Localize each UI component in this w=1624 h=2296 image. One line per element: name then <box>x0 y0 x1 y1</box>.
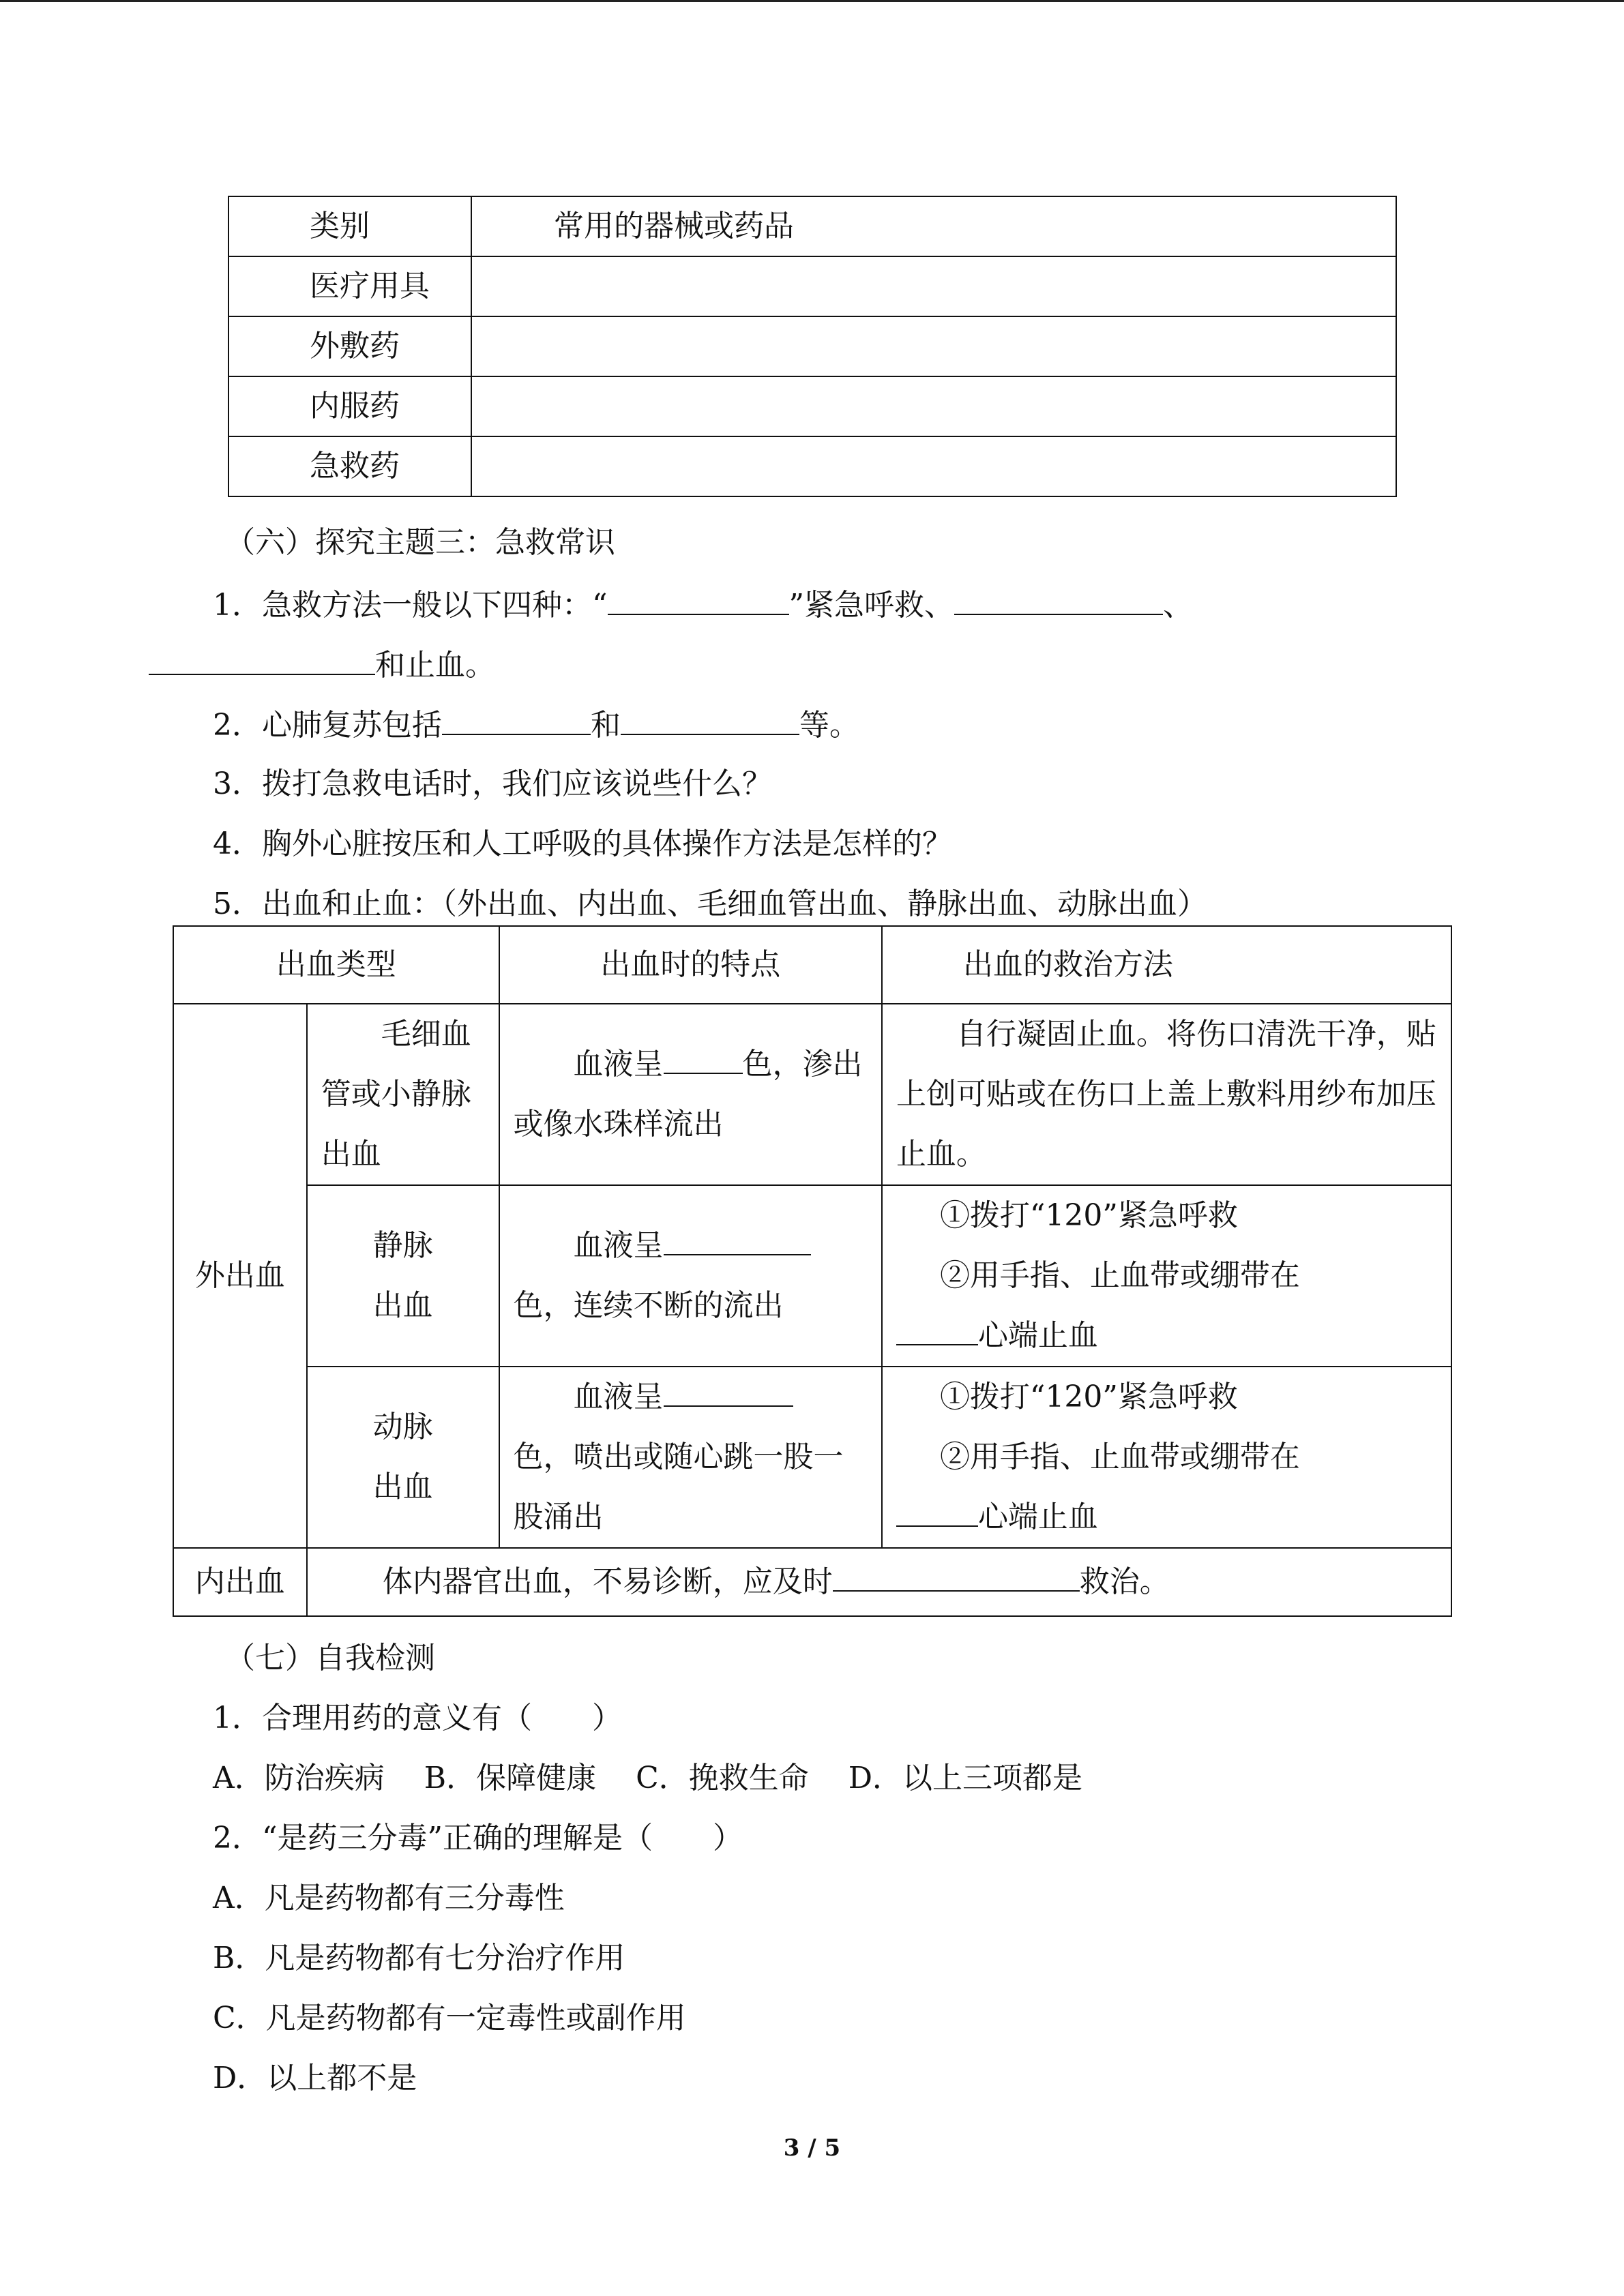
artery-feature: 血液呈 色，喷出或随心跳一股一股涌出 <box>499 1367 882 1548</box>
bleeding-table <box>173 925 1452 1617</box>
blank-field[interactable] <box>664 1043 743 1074</box>
blank-field[interactable] <box>896 1314 978 1345</box>
table-row <box>173 926 1451 1004</box>
page-number: 3 / 5 <box>783 2134 841 2162</box>
capillary-type: 毛细血管或小静脉出血 <box>307 1004 499 1185</box>
section-title: （七）自我检测 <box>225 1641 435 1675</box>
answer-cell[interactable] <box>471 316 1396 376</box>
blank-field[interactable] <box>664 1375 793 1407</box>
row-label: 内服药 <box>228 376 471 436</box>
capillary-feature: 血液呈 色，渗出或像水珠样流出 <box>499 1004 882 1185</box>
question-2: 2．“是药三分毒”正确的理解是（ ） <box>213 1821 743 1855</box>
blank-field[interactable] <box>833 1560 1080 1592</box>
table-row <box>228 376 1396 436</box>
blank-field[interactable] <box>621 704 799 735</box>
blank-field[interactable] <box>442 704 591 735</box>
question-1: 1．急救方法一般以下四种：“ ”紧急呼救、 、 <box>213 584 1193 626</box>
table-row <box>228 256 1396 316</box>
artery-type: 动脉 出血 <box>307 1367 499 1548</box>
header-treatment: 出血的救治方法 <box>882 926 1451 1004</box>
table-row <box>173 1367 1451 1548</box>
answer-cell[interactable] <box>471 436 1396 496</box>
blank-field[interactable] <box>896 1495 978 1527</box>
section-title: （六）探究主题三：急救常识 <box>225 525 615 560</box>
question-4: 4．胸外心脏按压和人工呼吸的具体操作方法是怎样的？ <box>213 826 952 861</box>
blank-field[interactable] <box>608 584 789 615</box>
blank-field[interactable] <box>954 584 1163 615</box>
row-label: 急救药 <box>228 436 471 496</box>
table-header-category: 类别 <box>228 196 471 256</box>
answer-cell[interactable] <box>471 256 1396 316</box>
option-a: A．凡是药物都有三分毒性 <box>213 1881 565 1915</box>
row-label: 外敷药 <box>228 316 471 376</box>
capillary-treatment: 自行凝固止血。将伤口清洗干净，贴上创可贴或在伤口上盖上敷料用纱布加压止血。 <box>882 1004 1451 1185</box>
header-feature: 出血时的特点 <box>499 926 882 1004</box>
option-c: C．凡是药物都有一定毒性或副作用 <box>213 2001 686 2036</box>
internal-bleeding-label: 内出血 <box>173 1548 307 1616</box>
table-row <box>228 196 1396 256</box>
table-row <box>173 1004 1451 1185</box>
header-type: 出血类型 <box>173 926 499 1004</box>
medicine-category-table <box>228 196 1397 497</box>
vein-type: 静脉 出血 <box>307 1185 499 1367</box>
answer-cell[interactable] <box>471 376 1396 436</box>
question-1-cont: 和止血。 <box>149 644 495 686</box>
question-1-options: A．防治疾病 B．保障健康 C．挽救生命 D．以上三项都是 <box>213 1761 1083 1795</box>
table-row <box>173 1548 1451 1616</box>
table-row <box>173 1185 1451 1367</box>
question-5: 5．出血和止血：（外出血、内出血、毛细血管出血、静脉出血、动脉出血） <box>213 886 1207 921</box>
table-header-items: 常用的器械或药品 <box>471 196 1396 256</box>
table-row <box>228 436 1396 496</box>
option-d: D．以上都不是 <box>213 2061 417 2096</box>
question-1: 1．合理用药的意义有（ ） <box>213 1701 622 1735</box>
question-2: 2．心肺复苏包括 和 等。 <box>213 704 859 746</box>
internal-bleeding-text: 体内器官出血，不易诊断，应及时 救治。 <box>307 1548 1451 1616</box>
question-3: 3．拨打急救电话时，我们应该说些什么？ <box>213 766 772 801</box>
table-row <box>228 316 1396 376</box>
option-b: B．凡是药物都有七分治疗作用 <box>213 1941 625 1976</box>
blank-field[interactable] <box>149 644 375 675</box>
artery-treatment: ①拨打“120”紧急呼救 ②用手指、止血带或绷带在 心端止血 <box>882 1367 1451 1548</box>
top-border <box>0 0 1624 2</box>
vein-feature: 血液呈 色，连续不断的流出 <box>499 1185 882 1367</box>
blank-field[interactable] <box>664 1224 811 1255</box>
vein-treatment: ①拨打“120”紧急呼救 ②用手指、止血带或绷带在 心端止血 <box>882 1185 1451 1367</box>
row-label: 医疗用具 <box>228 256 471 316</box>
external-bleeding-label: 外出血 <box>173 1004 307 1548</box>
